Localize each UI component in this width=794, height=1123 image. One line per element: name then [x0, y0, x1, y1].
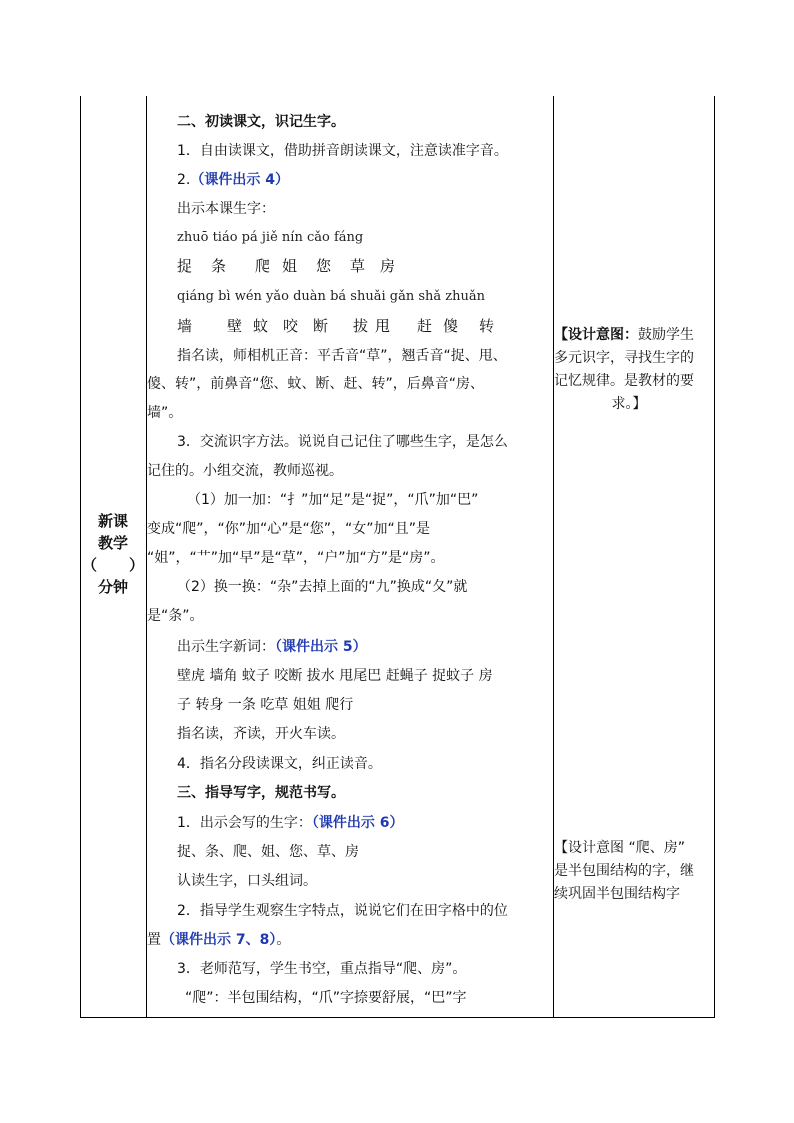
design-note-1-line2: 多元识字，寻找生字的 [554, 350, 694, 366]
add-method-line3: “姐”，“艹”加“早”是“草”，“户”加“方”是“房”。 [147, 550, 445, 566]
item4-text: 4．指名分段读课文，纠正读音。 [177, 756, 382, 772]
hanzi: 捉 [177, 257, 193, 275]
stage-label-duration [80, 554, 146, 576]
stage-label [80, 510, 146, 598]
pinyin: duàn [293, 289, 326, 304]
correct-pronunciation-line1: 指名读，师相机正音：平舌音“草”，翘舌音“捉、甩、 [177, 348, 507, 364]
pinyin-row2 [147, 287, 583, 307]
pinyin: tiáo [212, 230, 238, 245]
pinyin: yǎo [266, 289, 289, 304]
item2-line [147, 170, 583, 190]
section2-heading: 二、初读课文，识记生字。 [177, 114, 345, 130]
design-note-2-line2: 是半包围结构的字，继 [554, 863, 694, 879]
pinyin: cǎo [306, 230, 330, 245]
paren-close: ） [128, 556, 144, 574]
design-note-1-line3: 记忆规律。是教材的要 [554, 373, 694, 389]
correct-pronunciation-line2: 傻、转”，前鼻音“您、蚊、断、赶、转”，后鼻音“房、 [147, 376, 485, 392]
show-words-courseware: （课件出示 5） [275, 639, 367, 655]
correct-pronunciation-line3: 墙”。 [147, 405, 183, 421]
design-note-1 [554, 324, 714, 416]
design-note-1-line1 [554, 324, 714, 347]
words-line1: 壁虎 墙角 蚊子 咬断 拔水 甩尾巴 赶蝇子 捉蚊子 房 [177, 668, 493, 684]
pinyin: bá [330, 289, 347, 304]
read-methods: 指名读，齐读，开火车读。 [177, 726, 345, 742]
write-item2-end: 。 [276, 932, 291, 948]
pinyin: pá [241, 230, 258, 245]
swap-method-line2: 是“条”。 [147, 608, 204, 624]
pinyin: nín [281, 230, 303, 245]
pinyin: shǎ [418, 289, 442, 304]
write-item3: 3．老师范写，学生书空，重点指导“爬、房”。 [177, 961, 467, 977]
pinyin: bì [218, 289, 231, 304]
hanzi-row1 [147, 256, 583, 276]
hanzi: 墙 [177, 317, 193, 335]
hanzi: 壁 [227, 317, 243, 335]
write-item2-line2 [147, 930, 553, 950]
stage-label-line1: 新课 [97, 512, 128, 530]
hanzi-row2 [147, 316, 583, 336]
hanzi: 傻 [443, 317, 459, 335]
stage-label-line3: 分钟 [97, 578, 128, 596]
pinyin: gǎn [389, 289, 415, 304]
design-note-2 [554, 837, 714, 906]
write-item2-line1: 2．指导学生观察生字特点，说说它们在田字格中的位 [177, 903, 508, 919]
hanzi: 您 [316, 257, 332, 275]
pinyin-row1 [147, 228, 583, 248]
design-note-2-line3: 续巩固半包围结构字 [554, 886, 680, 902]
pinyin: zhuō [177, 230, 209, 245]
item3-line2: 记住的。小组交流，教师巡视。 [147, 463, 343, 479]
pinyin: qiáng [177, 289, 214, 304]
write-item1-courseware: （课件出示 6） [311, 815, 404, 831]
item2-courseware: （课件出示 4） [190, 172, 289, 188]
write-item2-start: 置 [147, 932, 161, 948]
item1-text: 1．自由读课文，借助拼音朗读课文，注意读准字音。 [177, 143, 508, 159]
write-item1-label: 1．出示会写的生字： [177, 815, 312, 831]
hanzi: 草 [350, 257, 366, 275]
show-words-label: 出示生字新词： [177, 639, 275, 655]
hanzi: 断 [313, 317, 329, 335]
hanzi: 房 [380, 257, 396, 275]
hanzi: 蚊 [253, 317, 269, 335]
pinyin: jiě [261, 230, 278, 245]
hanzi: 赶 [417, 317, 433, 335]
paren-open: （ [82, 556, 98, 574]
design-note-1-line4: 求。】 [611, 396, 647, 412]
section3-heading: 三、指导写字，规范书写。 [177, 785, 345, 801]
pinyin: shuǎi [350, 289, 386, 304]
pa-structure-line: “爬”：半包围结构，“爪”字捺要舒展，“巴”字 [185, 990, 467, 1006]
hanzi: 爬 [255, 257, 271, 275]
pinyin: fáng [333, 230, 364, 245]
item3-line1: 3．交流识字方法。说说自己记住了哪些生字，是怎么 [177, 434, 508, 450]
add-method-line1: （1）加一加：“扌”加“足”是“捉”，“爪”加“巴” [187, 492, 479, 508]
design-note-1-text: 鼓励学生 [638, 327, 694, 343]
hanzi: 拔 [353, 317, 369, 335]
item2-number: 2. [177, 172, 191, 188]
pinyin: wén [234, 289, 262, 304]
show-words-line [147, 637, 583, 657]
design-note-1-label: 【设计意图： [554, 327, 638, 343]
write-item1-line [147, 813, 583, 833]
hanzi: 甩 [375, 317, 391, 335]
table-border-bottom [80, 1017, 715, 1018]
recognize-text: 认读生字，口头组词。 [177, 873, 317, 889]
hanzi: 条 [211, 257, 227, 275]
write-chars: 捉、条、爬、姐、您、草、房 [177, 844, 359, 860]
swap-method-line1: （2）换一换：“杂”去掉上面的“九”换成“夂”就 [177, 579, 468, 595]
add-method-line2: 变成“爬”，“你”加“心”是“您”，“女”加“且”是 [147, 521, 431, 537]
hanzi: 咬 [283, 317, 299, 335]
table-border-right [714, 96, 715, 1018]
hanzi: 转 [479, 317, 495, 335]
hanzi: 姐 [282, 257, 298, 275]
write-item2-courseware: （课件出示 7、8） [161, 932, 277, 948]
pinyin: zhuǎn [445, 289, 486, 304]
stage-label-line2: 教学 [97, 534, 128, 552]
design-note-2-line1: 【设计意图 “爬、房” [554, 840, 685, 856]
words-line2: 子 转身 一条 吃草 姐姐 爬行 [177, 697, 354, 713]
show-new-chars: 出示本课生字： [177, 201, 275, 217]
